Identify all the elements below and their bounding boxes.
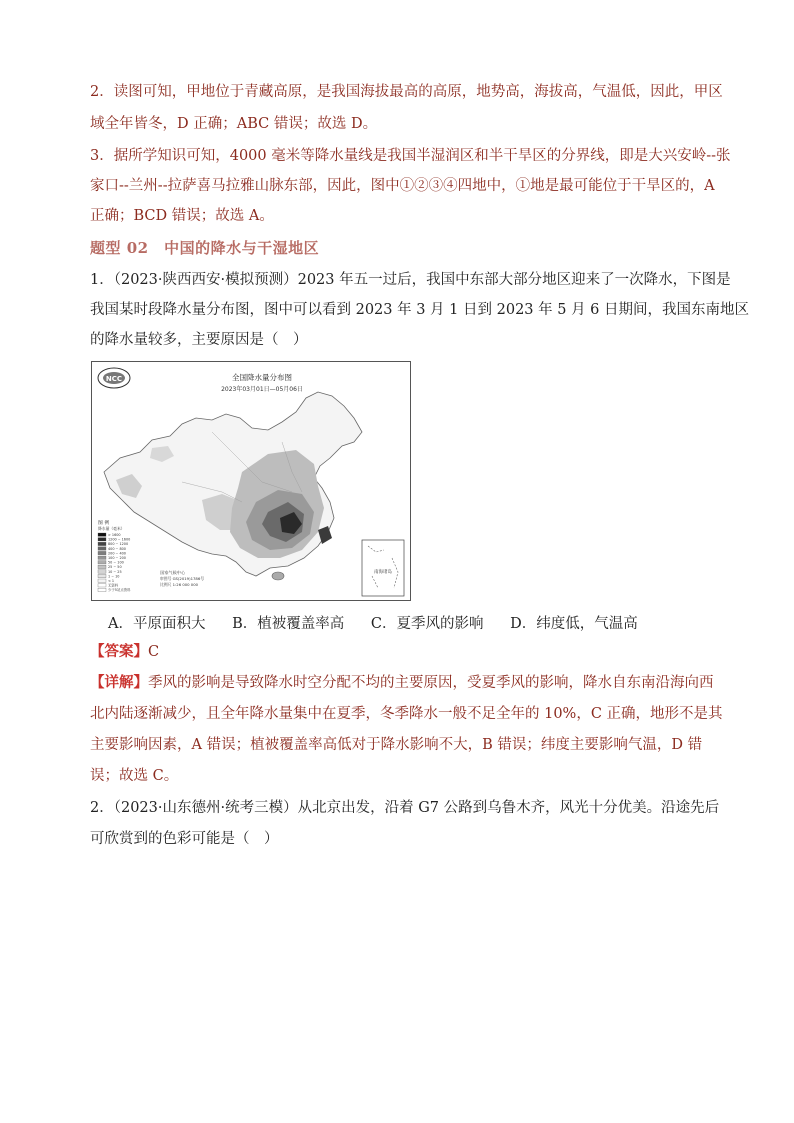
option-a[interactable]: A．平原面积大: [108, 616, 206, 632]
legend-label: < 1: [108, 579, 115, 583]
map-source: 国家气候中心: [160, 570, 186, 575]
legend-swatch: [98, 542, 106, 545]
legend-swatch: [98, 570, 106, 573]
legend-swatch: [98, 533, 106, 536]
explanation-line4: 误；故选 C。: [90, 768, 179, 784]
question1-line3: 的降水量较多，主要原因是（ ）: [90, 332, 308, 348]
map-legend: [98, 519, 131, 592]
option-b[interactable]: B．植被覆盖率高: [232, 616, 345, 632]
answer-q2-line1: 2．读图可知，甲地位于青藏高原，是我国海拔最高的高原，地势高，海拔高，气温低，因此，甲区: [90, 84, 723, 100]
answer-q3-line2: 家口--兰州--拉萨喜马拉雅山脉东部，因此，图中①②③④四地中，①地是最可能位于干旱区的，A: [90, 178, 715, 194]
south-china-sea-inset: [362, 540, 404, 596]
answer-q3-line3: 正确；BCD 错误；故选 A。: [90, 208, 274, 224]
legend-label: 1 ~ 10: [108, 574, 120, 579]
map-approval: 审图号 GS(2019)1786号: [160, 576, 205, 581]
legend-label: 200 ~ 400: [108, 551, 126, 556]
answer-label: 【答案】: [90, 643, 148, 660]
legend-swatch: [98, 579, 106, 582]
legend-title: 图 例: [98, 521, 110, 526]
legend-label: > 1600: [108, 533, 121, 537]
question1-options: [108, 612, 660, 633]
explanation-label: 【详解】: [90, 674, 148, 691]
legend-swatch: [98, 538, 106, 541]
explanation-text-1: 季风的影响是导致降水时空分配不均的主要原因，受夏季风的影响，降水自东南沿海向西: [148, 675, 714, 691]
inset-label: 南海诸岛: [374, 570, 392, 575]
legend-unit: 降水量（毫米）: [98, 526, 125, 531]
legend-label: 800 ~ 1200: [108, 542, 129, 547]
legend-swatch: [98, 547, 106, 550]
answer-q2-line2: 域全年皆冬，D 正确；ABC 错误；故选 D。: [90, 116, 378, 132]
answer-q3-line1: 3．据所学知识可知，4000 毫米等降水量线是我国半湿润区和半干旱区的分界线，即是大兴安岭--张: [90, 148, 731, 164]
precipitation-map: [91, 361, 411, 601]
answer-value: C: [148, 644, 160, 660]
map-subtitle: 2023年03月01日—05月06日: [221, 386, 303, 393]
legend-label: 10 ~ 25: [108, 569, 122, 574]
map-scale: 比例尺 1:26 000 000: [160, 582, 199, 587]
option-d[interactable]: D．纬度低，气温高: [510, 616, 638, 632]
legend-swatch: [98, 556, 106, 559]
legend-label: 无资料: [108, 583, 119, 588]
explanation-line1: [90, 673, 714, 693]
section-heading: 题型 02 中国的降水与干湿地区: [90, 239, 320, 257]
legend-label: 25 ~ 50: [108, 565, 122, 570]
ncc-logo: [98, 368, 130, 388]
legend-label: 少于5站点资料: [108, 588, 131, 593]
logo-text: NCC: [105, 375, 123, 383]
legend-label: 1200 ~ 1600: [108, 537, 131, 542]
legend-label: 50 ~ 100: [108, 560, 124, 565]
legend-swatch: [98, 551, 106, 554]
legend-swatch: [98, 588, 106, 591]
legend-label: 100 ~ 200: [108, 556, 126, 560]
legend-swatch: [98, 574, 106, 577]
explanation-line3: 主要影响因素，A 错误；植被覆盖率高低对于降水影响不大，B 错误；纬度主要影响气温，D 错: [90, 737, 703, 753]
hainan-island: [272, 572, 284, 580]
answer-row: [90, 642, 710, 662]
legend-swatch: [98, 561, 106, 564]
legend-swatch: [98, 584, 106, 587]
question1-line2: 我国某时段降水量分布图，图中可以看到 2023 年 3 月 1 日到 2023 年 5 月 6 日期间，我国东南地区: [90, 302, 750, 318]
question2-line2: 可欣赏到的色彩可能是（ ）: [90, 831, 279, 847]
option-c[interactable]: C．夏季风的影响: [370, 616, 484, 632]
question1-line1: 1．（2023·陕西西安·模拟预测）2023 年五一过后，我国中东部大部分地区迎来了一次降水，下图是: [90, 272, 731, 288]
legend-label: 400 ~ 800: [108, 546, 126, 551]
explanation-line2: 北内陆逐渐减少，且全年降水量集中在夏季，冬季降水一般不足全年的 10%，C 正确，地形不是其: [90, 706, 723, 722]
question2-line1: 2．（2023·山东德州·统考三模）从北京出发，沿着 G7 公路到乌鲁木齐，风光十分优美。沿途先后: [90, 800, 720, 816]
map-title: 全国降水量分布图: [232, 373, 292, 382]
legend-swatch: [98, 565, 106, 568]
